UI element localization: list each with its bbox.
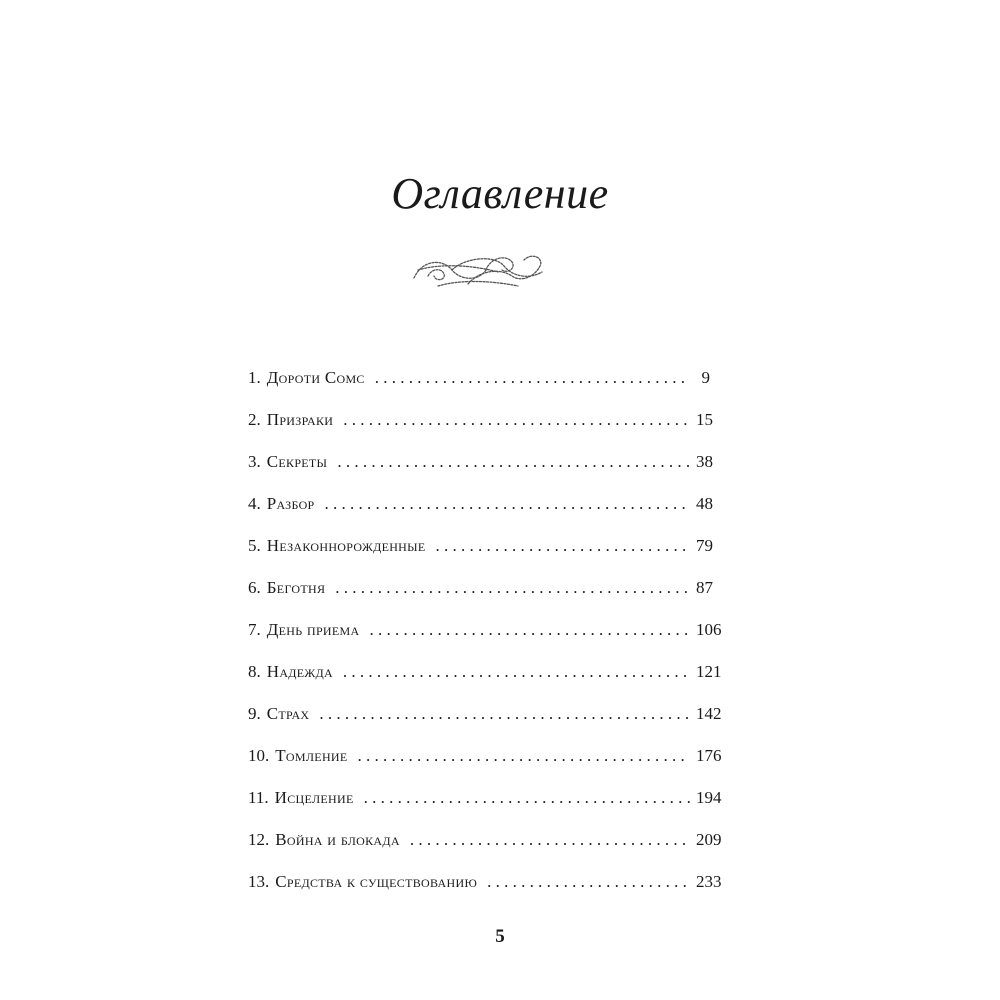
- toc-entry[interactable]: [248, 872, 722, 914]
- toc-entry[interactable]: [248, 704, 722, 746]
- flourish-ornament-icon: [408, 240, 548, 300]
- toc-entry[interactable]: [248, 746, 722, 788]
- toc-entry-title: Дороти Сомс: [266, 368, 365, 387]
- toc-entry-title: Страх: [266, 704, 310, 723]
- toc-entry-title: Разбор: [266, 494, 315, 513]
- dot-leader: [358, 746, 690, 766]
- toc-entry-title: Средства к существованию: [275, 872, 478, 891]
- toc-entry-number: 3.: [248, 452, 261, 471]
- toc-entry-title: Незаконнорожденные: [266, 536, 426, 555]
- toc-entry-page: 106: [696, 620, 722, 639]
- toc-entry-number: 5.: [248, 536, 261, 555]
- toc-entry-title: День приема: [266, 620, 360, 639]
- dot-leader: [375, 368, 690, 388]
- toc-entry[interactable]: [248, 662, 722, 704]
- page-title: Оглавление: [391, 169, 609, 218]
- toc-entry-number: 7.: [248, 620, 261, 639]
- page-number: 5: [495, 926, 505, 947]
- toc-entry[interactable]: [248, 368, 710, 410]
- toc-entry-page: 87: [696, 578, 713, 597]
- toc-entry-page: 142: [696, 704, 722, 723]
- toc-entry-number: 10.: [248, 746, 270, 765]
- toc-entry-number: 11.: [248, 788, 269, 807]
- dot-leader: [436, 536, 690, 556]
- toc-entry-number: 13.: [248, 872, 270, 891]
- toc-entry-page: 79: [696, 536, 713, 555]
- dot-leader: [335, 578, 690, 598]
- toc-entry-title: Война и блокада: [275, 830, 400, 849]
- dot-leader: [364, 788, 690, 808]
- toc-entry-page: 38: [696, 452, 713, 471]
- toc-entry-page: 15: [696, 410, 713, 429]
- table-of-contents: [248, 368, 722, 914]
- dot-leader: [487, 872, 690, 892]
- toc-entry[interactable]: [248, 620, 722, 662]
- toc-entry-page: 209: [696, 830, 722, 849]
- dot-leader: [319, 704, 690, 724]
- toc-entry[interactable]: [248, 830, 722, 872]
- toc-entry-number: 4.: [248, 494, 261, 513]
- toc-entry-number: 9.: [248, 704, 261, 723]
- toc-entry-page: 176: [696, 746, 722, 765]
- toc-entry-title: Призраки: [266, 410, 334, 429]
- toc-entry-title: Томление: [275, 746, 348, 765]
- toc-entry-number: 12.: [248, 830, 270, 849]
- dot-leader: [337, 452, 690, 472]
- toc-entry-title: Исцеление: [274, 788, 354, 807]
- toc-entry-number: 6.: [248, 578, 261, 597]
- toc-entry[interactable]: [248, 788, 722, 830]
- dot-leader: [343, 410, 690, 430]
- dot-leader: [369, 620, 690, 640]
- toc-entry-title: Секреты: [266, 452, 328, 471]
- toc-entry-number: 2.: [248, 410, 261, 429]
- toc-entry-page: 9: [701, 368, 710, 387]
- toc-entry-page: 233: [696, 872, 722, 891]
- toc-entry[interactable]: [248, 578, 713, 620]
- dot-leader: [343, 662, 690, 682]
- toc-entry-page: 194: [696, 788, 722, 807]
- toc-entry[interactable]: [248, 536, 713, 578]
- toc-entry[interactable]: [248, 452, 713, 494]
- toc-entry[interactable]: [248, 494, 713, 536]
- toc-entry-page: 121: [696, 662, 722, 681]
- toc-entry-title: Надежда: [266, 662, 333, 681]
- dot-leader: [410, 830, 690, 850]
- dot-leader: [325, 494, 690, 514]
- toc-entry-number: 8.: [248, 662, 261, 681]
- toc-entry-page: 48: [696, 494, 713, 513]
- toc-entry[interactable]: [248, 410, 713, 452]
- toc-entry-title: Беготня: [266, 578, 326, 597]
- toc-entry-number: 1.: [248, 368, 261, 387]
